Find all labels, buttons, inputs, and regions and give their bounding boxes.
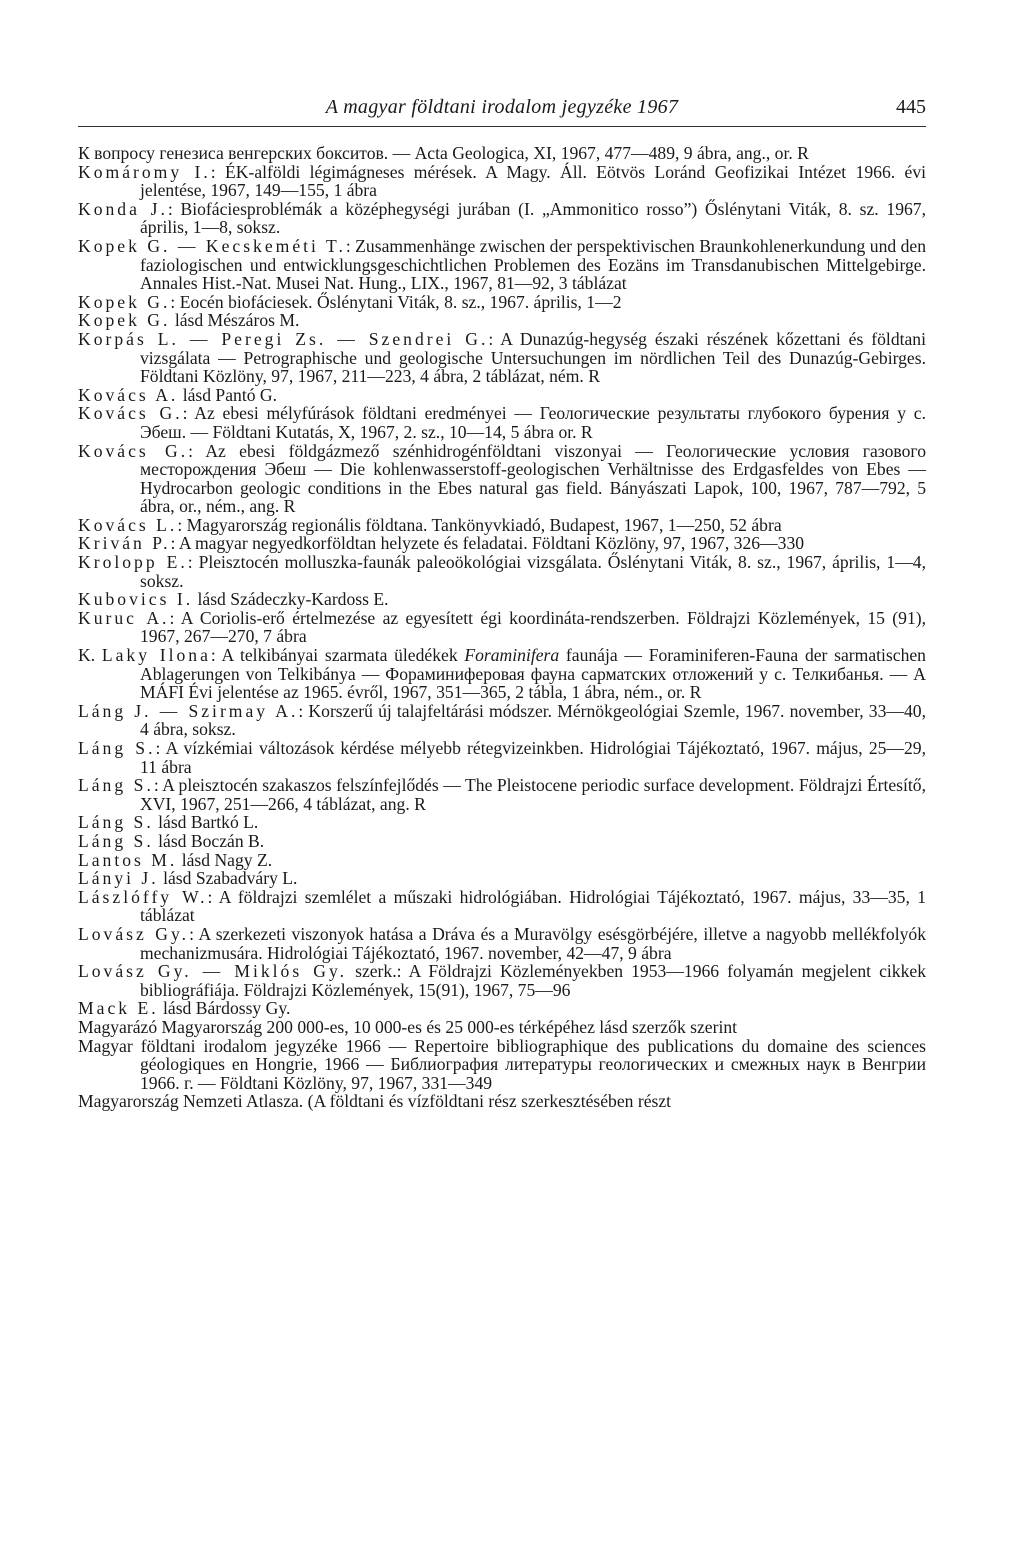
entry-author: Krolopp E. bbox=[78, 552, 188, 573]
entry-text: : A vízkémiai változások kérdése mélyebb rétegvizeinkben. Hidrológiai Tájékoztató, 1967. május, 25—29, 11 ábra bbox=[140, 738, 926, 777]
entry-author: Lovász Gy. — Miklós Gy. bbox=[78, 961, 348, 982]
entry-author: Kovács G. bbox=[78, 403, 183, 424]
entry-author: Kriván P. bbox=[78, 533, 171, 554]
bibliography-entry bbox=[78, 832, 926, 851]
entry-text: : Korszerű új talajfeltárási módszer. Mérnökgeológiai Szemle, 1967. november, 33—40, 4 ábra, soksz. bbox=[140, 700, 926, 740]
entry-text: Magyarország Nemzeti Atlasza. (A földtani és vízföldtani rész szerkesztésében részt bbox=[78, 1091, 672, 1112]
entry-author: Kopek G. — Kecskeméti T. bbox=[78, 235, 346, 256]
entry-text: lásd Mészáros M. bbox=[170, 310, 300, 331]
entry-author: Mack E. bbox=[78, 998, 159, 1019]
entry-author: Láng S. bbox=[78, 738, 156, 758]
entry-text: : A telkibányai szarmata üledékek bbox=[210, 645, 465, 666]
bibliography-entry bbox=[78, 739, 926, 776]
bibliography-entry bbox=[78, 776, 926, 813]
entry-author: Láng J. — Szirmay A. bbox=[78, 700, 299, 721]
entry-author: Kuruc A. bbox=[78, 607, 170, 628]
bibliography-entry bbox=[78, 925, 926, 962]
bibliography-entry bbox=[78, 609, 926, 646]
entry-text: Magyar földtani irodalom jegyzéke 1966 — Repertoire bibliographique des publications du domaine des sciences géologiques en Hongrie, 1966 — Библиография литературы геологических и смежных наук в Венгрии 1966. г. — Földtani Közlöny, 97, 1967, 331—349 bbox=[78, 1035, 926, 1093]
bibliography-entry bbox=[78, 999, 926, 1018]
bibliography-entry bbox=[78, 702, 926, 739]
bibliography-entry bbox=[78, 144, 926, 163]
entry-text: : A szerkezeti viszonyok hatása a Dráva és a Muravölgy esésgörbéjére, illetve a nagyobb mellékfolyók mechanizmusára. Hidrológiai Tájékoztató, 1967. november, 42—47, 9 ábra bbox=[140, 923, 926, 963]
entry-author: Láng S. bbox=[78, 775, 154, 796]
entry-text: : Magyarország regionális földtana. Tankönyvkiadó, Budapest, 1967, 1—250, 52 ábra bbox=[177, 514, 782, 535]
entry-author: Kopek G. bbox=[78, 291, 171, 312]
entry-text: Magyarázó Magyarország 200 000-es, 10 000-es és 25 000-es térképéhez lásd szerzők szerint bbox=[78, 1016, 738, 1037]
entry-text: : Biofáciesproblémák a középhegységi jurában (I. „Ammonitico rosso”) Őslénytani Viták, 8. sz. 1967, április, 1—8, soksz. bbox=[140, 198, 926, 238]
bibliography-entry bbox=[78, 404, 926, 441]
entry-author: Laky Ilona bbox=[101, 645, 211, 666]
entry-text: lásd Nagy Z. bbox=[177, 849, 273, 870]
entry-text: : Pleisztocén molluszka-faunák paleoökológiai vizsgálata. Őslénytani Viták, 8. sz., 1967, április, 1—4, soksz. bbox=[140, 552, 926, 591]
author-prefix: K. bbox=[78, 645, 102, 666]
entry-author: Lányi J. bbox=[78, 868, 159, 889]
bibliography-entry bbox=[78, 237, 926, 293]
entry-text: : A pleisztocén szakaszos felszínfejlődés — The Pleistocene periodic surface development. Földrajzi Értesítő, XVI, 1967, 251—266, 4 táblázat, ang. R bbox=[140, 775, 926, 814]
bibliography-entry bbox=[78, 888, 926, 925]
entry-author: Kovács G. bbox=[78, 440, 189, 461]
entry-text: : A Dunazúg-hegység északi részének kőzettani és földtani vizsgálata — Petrographische und geologische Untersuchungen im nördlichen Teil des Dunazúg-Gebirges. Földtani Közlöny, 97, 1967, 211—223, 4 ábra, 2 táblázat, ném. R bbox=[140, 328, 926, 387]
bibliography-entry bbox=[78, 590, 926, 609]
entry-author: Láng S. bbox=[78, 830, 154, 851]
bibliography-entry bbox=[78, 1018, 926, 1037]
entry-author: Lovász Gy. bbox=[78, 923, 190, 944]
entry-text: lásd Szádeczky-Kardoss E. bbox=[193, 589, 389, 610]
bibliography-list bbox=[78, 144, 926, 1111]
entry-text: : ÉK-alföldi légimágneses mérések. A Magy. Áll. Eötvös Loránd Geofizikai Intézet 1966. évi jelentése, 1967, 149—155, 1 ábra bbox=[140, 161, 927, 201]
bibliography-entry bbox=[78, 534, 926, 553]
entry-text: szerk.: A Földrajzi Közleményekben 1953—1966 folyamán megjelent cikkek bibliográfiája. Földrajzi Közlemények, 15(91), 1967, 75—96 bbox=[140, 961, 926, 1000]
bibliography-entry bbox=[78, 962, 926, 999]
bibliography-entry bbox=[78, 1037, 926, 1093]
entry-author: Komáromy I. bbox=[78, 161, 211, 182]
entry-author: Láng S. bbox=[78, 812, 154, 833]
entry-text: : A földrajzi szemlélet a műszaki hidrológiában. Hidrológiai Tájékoztató, 1967. május, 33—35, 1 táblázat bbox=[140, 886, 926, 926]
running-header bbox=[78, 96, 926, 124]
entry-author: Korpás L. — Peregi Zs. — Szendrei G. bbox=[78, 328, 489, 349]
entry-author: Kubovics I. bbox=[78, 589, 194, 610]
entry-text: : Zusammenhänge zwischen der perspektivischen Braunkohlenerkundung und den faziologischen und entwicklungsgeschichtlichen Problemen des Eozäns im Transdanubischen Mittelgebirge. Annales Hist.-Nat. Musei Nat. Hung., LIX., 1967, 81—92, 3 táblázat bbox=[140, 235, 926, 294]
entry-author: Konda J. bbox=[78, 198, 168, 219]
entry-text: : A magyar negyedkorföldtan helyzete és feladatai. Földtani Közlöny, 97, 1967, 326—330 bbox=[170, 533, 805, 554]
bibliography-entry bbox=[78, 646, 926, 702]
entry-text: lásd Boczán B. bbox=[153, 830, 265, 851]
bibliography-entry bbox=[78, 293, 926, 312]
entry-author: Kovács L. bbox=[78, 514, 178, 535]
entry-text: lásd Pantó G. bbox=[178, 384, 278, 405]
bibliography-entry bbox=[78, 553, 926, 590]
bibliography-entry bbox=[78, 163, 926, 200]
bibliography-entry bbox=[78, 516, 926, 535]
bibliography-entry bbox=[78, 330, 926, 386]
entry-italic-term: Foraminifera bbox=[464, 645, 560, 666]
entry-author: Lantos M. bbox=[78, 849, 178, 870]
entry-author: Kovács A. bbox=[78, 384, 179, 405]
bibliography-entry bbox=[78, 442, 926, 516]
entry-text: : A Coriolis-erő értelmezése az egyesített égi koordináta-rendszerben. Földrajzi Közlemények, 15 (91), 1967, 267—270, 7 ábra bbox=[140, 607, 927, 647]
bibliography-entry bbox=[78, 311, 926, 330]
bibliography-entry bbox=[78, 1092, 926, 1111]
entry-text: lásd Bartkó L. bbox=[153, 812, 259, 833]
bibliography-entry bbox=[78, 851, 926, 870]
header-rule bbox=[78, 126, 926, 127]
entry-text: lásd Szabadváry L. bbox=[158, 868, 298, 889]
entry-text: : Az ebesi földgázmező szénhidrogénföldtani viszonyai — Геологические условия газового месторождения Эбеш — Die kohlenwasserstoff-geologischen Verhältnisse des Erdgasfeldes von Ebes — Hydrocarbon geologic conditions in the Ebes natural gas field. Bányászati Lapok, 100, 1967, 787—792, 5 ábra, or., ném., ang. R bbox=[140, 440, 926, 517]
bibliography-entry bbox=[78, 869, 926, 888]
entry-author: Lászlóffy W. bbox=[78, 886, 208, 907]
page-number: 445 bbox=[896, 96, 926, 118]
entry-text: К вопросу генезиса венгерских бокситов. — Acta Geologica, XI, 1967, 477—489, 9 ábra, ang., or. R bbox=[78, 143, 809, 163]
bibliography-entry bbox=[78, 386, 926, 405]
bibliography-entry bbox=[78, 813, 926, 832]
entry-text-continued: faunája — Foraminiferen-Fauna der sarmatischen Ablagerungen von Telkibánya — Фораминиферовая фауна сарматских отложений у с. Телкибанья. — A MÁFI Évi jelentése az 1965. évről, 1967, 351—365, 2 tábla, 1 ábra, ném., or. R bbox=[140, 645, 926, 703]
entry-text: lásd Bárdossy Gy. bbox=[158, 998, 291, 1019]
running-title: A magyar földtani irodalom jegyzéke 1967 bbox=[325, 96, 679, 118]
entry-text: : Eocén biofáciesek. Őslénytani Viták, 8. sz., 1967. április, 1—2 bbox=[170, 291, 622, 312]
bibliography-entry bbox=[78, 200, 926, 237]
entry-author: Kopek G. bbox=[78, 310, 171, 331]
entry-text: : Az ebesi mélyfúrások földtani eredményei — Геологические результаты глубокого бурения у с. Эбеш. — Földtani Kutatás, X, 1967, 2. sz., 10—14, 5 ábra or. R bbox=[140, 403, 926, 442]
